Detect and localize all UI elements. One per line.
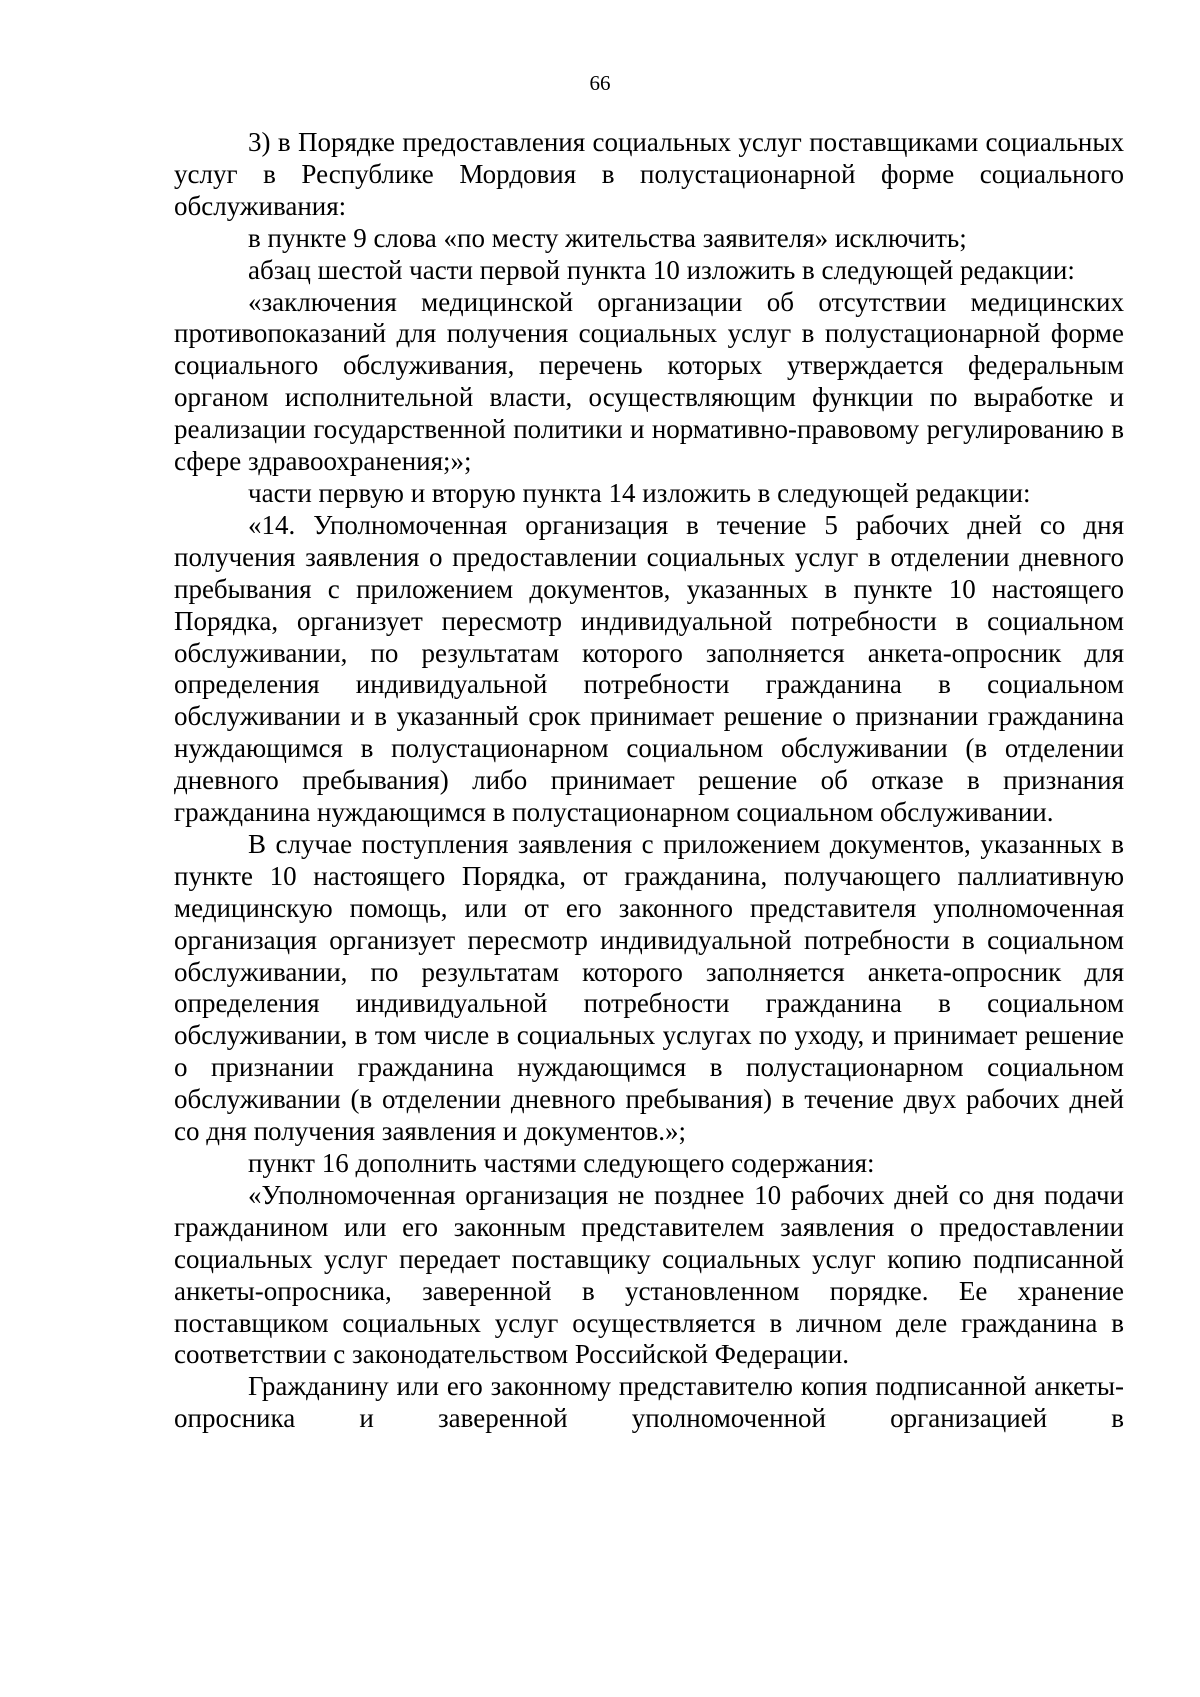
paragraph-point-16-part-1: «Уполномоченная организация не позднее 10 рабочих дней со дня подачи гражданином или его законным представителем заявления о предоставлении социальных услуг передает поставщику социальных услуг копию подписанной анкеты-опросника, заверенной в установленном порядке. Ее хранение поставщиком социальных услуг осуществляется в личном деле гражданина в соответствии с законодательством Российской Федерации.: [174, 1179, 1124, 1370]
paragraph-point-16-part-2: Гражданину или его законному представителю копия подписанной анкеты-опросника и заверенной уполномоченной организацией в: [174, 1371, 1124, 1434]
paragraph-point-10-text: «заключения медицинской организации об отсутствии медицинских противопоказаний для получения социальных услуг в полустационарной форме социального обслуживания, перечень которых утверждается федеральным органом исполнительной власти, осуществляющим функции по выработке и реализации государственной политики и нормативно-правовому регулированию в сфере здравоохранения;»;: [174, 286, 1124, 477]
page-number: 66: [589, 71, 611, 95]
paragraph-item-3: 3) в Порядке предоставления социальных услуг поставщиками социальных услуг в Республике Мордовия в полустационарной форме социального обслуживания:: [174, 127, 1124, 221]
paragraph-point-10-intro: абзац шестой части первой пункта 10 изложить в следующей редакции:: [248, 254, 1075, 285]
paragraph-point-14-intro: части первую и вторую пункта 14 изложить в следующей редакции:: [248, 477, 1031, 508]
paragraph-point-9: в пункте 9 слова «по месту жительства заявителя» исключить;: [248, 222, 967, 253]
paragraph-point-14-part-2: В случае поступления заявления с приложением документов, указанных в пункте 10 настоящего Порядка, от гражданина, получающего паллиативную медицинскую помощь, или от его законного представителя уполномоченная организация организует пересмотр индивидуальной потребности в социальном обслуживании, по результатам которого заполняется анкета-опросник для определения индивидуальной потребности гражданина в социальном обслуживании, в том числе в социальных услугах по уходу, и принимает решение о признании гражданина нуждающимся в полустационарном социальном обслуживании (в отделении дневного пребывания) в течение двух рабочих дней со дня получения заявления и документов.»;: [174, 828, 1124, 1147]
paragraph-point-14-part-1: «14. Уполномоченная организация в течение 5 рабочих дней со дня получения заявления о предоставлении социальных услуг в отделении дневного пребывания с приложением документов, указанных в пункте 10 настоящего Порядка, организует пересмотр индивидуальной потребности в социальном обслуживании, по результатам которого заполняется анкета-опросник для определения индивидуальной потребности гражданина в социальном обслуживании и в указанный срок принимает решение о признании гражданина нуждающимся в полустационарном социальном обслуживании (в отделении дневного пребывания) либо принимает решение об отказе в признания гражданина нуждающимся в полустационарном социальном обслуживании.: [174, 509, 1124, 828]
paragraph-point-16-intro: пункт 16 дополнить частями следующего содержания:: [248, 1148, 875, 1178]
document-body: [174, 127, 1124, 1435]
